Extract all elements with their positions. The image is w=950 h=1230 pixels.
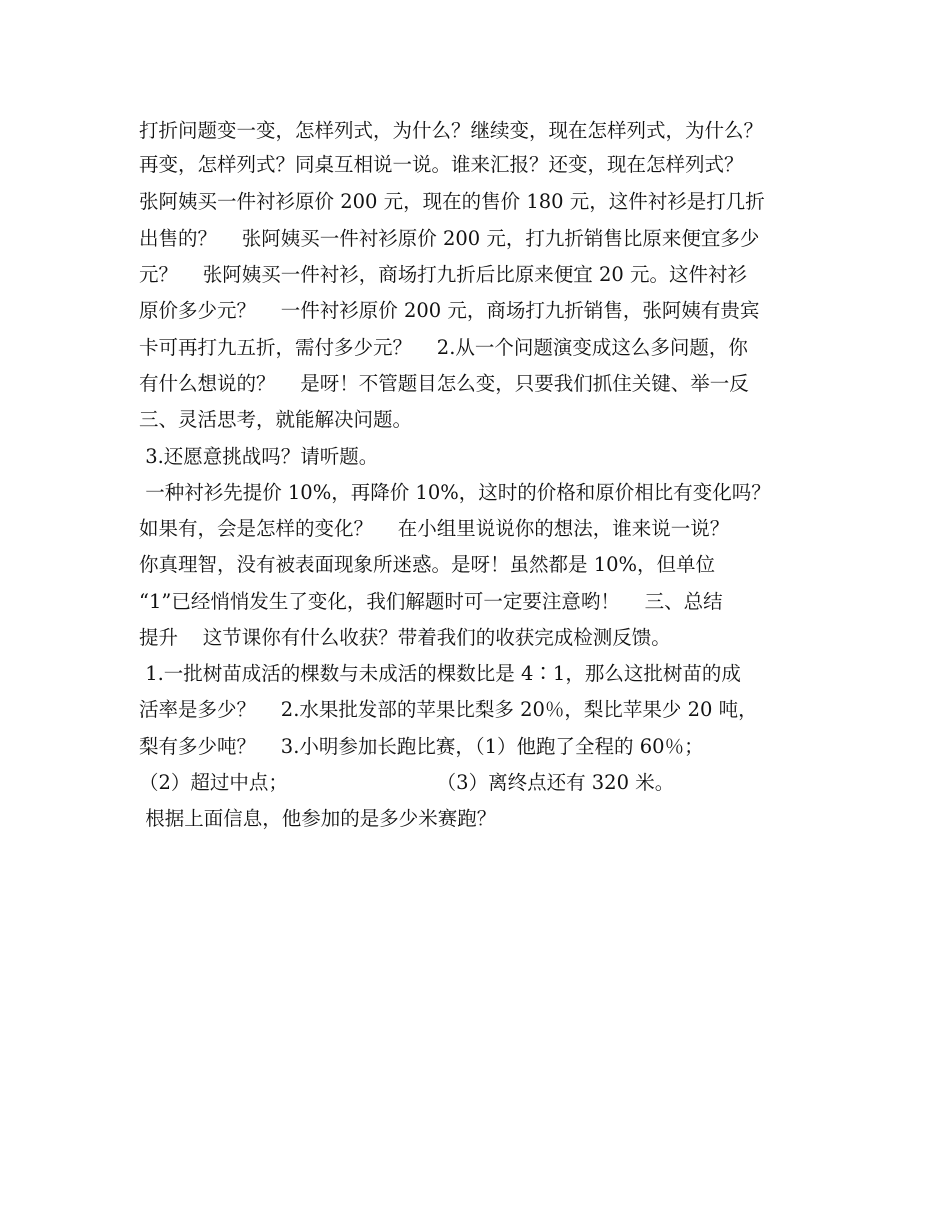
text-line: 你真理智，没有被表面现象所迷惑。是呀！虽然都是 10%，但单位	[139, 553, 716, 576]
text-line: （2）超过中点； （3）离终点还有 320 米。	[139, 771, 675, 794]
text-line: 出售的？ 张阿姨买一件衬衫原价 200 元，打九折销售比原来便宜多少	[139, 227, 760, 250]
text-line: 张阿姨买一件衬衫原价 200 元，现在的售价 180 元，这件衬衫是打几折	[139, 190, 765, 213]
text-line: 元？ 张阿姨买一件衬衫，商场打九折后比原来便宜 20 元。这件衬衫	[139, 263, 748, 286]
text-line: 梨有多少吨？ 3.小明参加长跑比赛，（1）他跑了全程的 60％；	[139, 735, 704, 758]
text-line: 根据上面信息，他参加的是多少米赛跑？	[139, 807, 497, 830]
text-line: 三、灵活思考，就能解决问题。	[139, 408, 413, 431]
text-line: 再变，怎样列式？同桌互相说一说。谁来汇报？还变，现在怎样列式？	[139, 153, 744, 176]
text-line: 卡可再打九五折，需付多少元？ 2.从一个问题演变成这么多问题，你	[139, 336, 748, 359]
text-line: 打折问题变一变，怎样列式，为什么？继续变，现在怎样列式，为什么？	[139, 119, 764, 142]
text-line: 有什么想说的？ 是呀！不管题目怎么变，只要我们抓住关键、举一反	[139, 372, 749, 395]
text-line: 1.一批树苗成活的棵数与未成活的棵数比是 4∶1，那么这批树苗的成	[139, 662, 741, 685]
text-line: “1”已经悄悄发生了变化，我们解题时可一定要注意哟！ 三、总结	[139, 590, 723, 613]
text-line: 一种衬衫先提价 10%，再降价 10%，这时的价格和原价相比有变化吗？	[139, 481, 771, 504]
text-line: 提升 这节课你有什么收获？带着我们的收获完成检测反馈。	[139, 626, 671, 649]
text-line: 原价多少元？ 一件衬衫原价 200 元，商场打九折销售，张阿姨有贵宾	[139, 299, 760, 322]
text-line: 如果有，会是怎样的变化？ 在小组里说说你的想法，谁来说一说？	[139, 517, 730, 540]
text-line: 活率是多少？ 2.水果批发部的苹果比梨多 20％，梨比苹果少 20 吨，	[139, 698, 758, 721]
text-line: 3.还愿意挑战吗？请听题。	[139, 445, 379, 468]
